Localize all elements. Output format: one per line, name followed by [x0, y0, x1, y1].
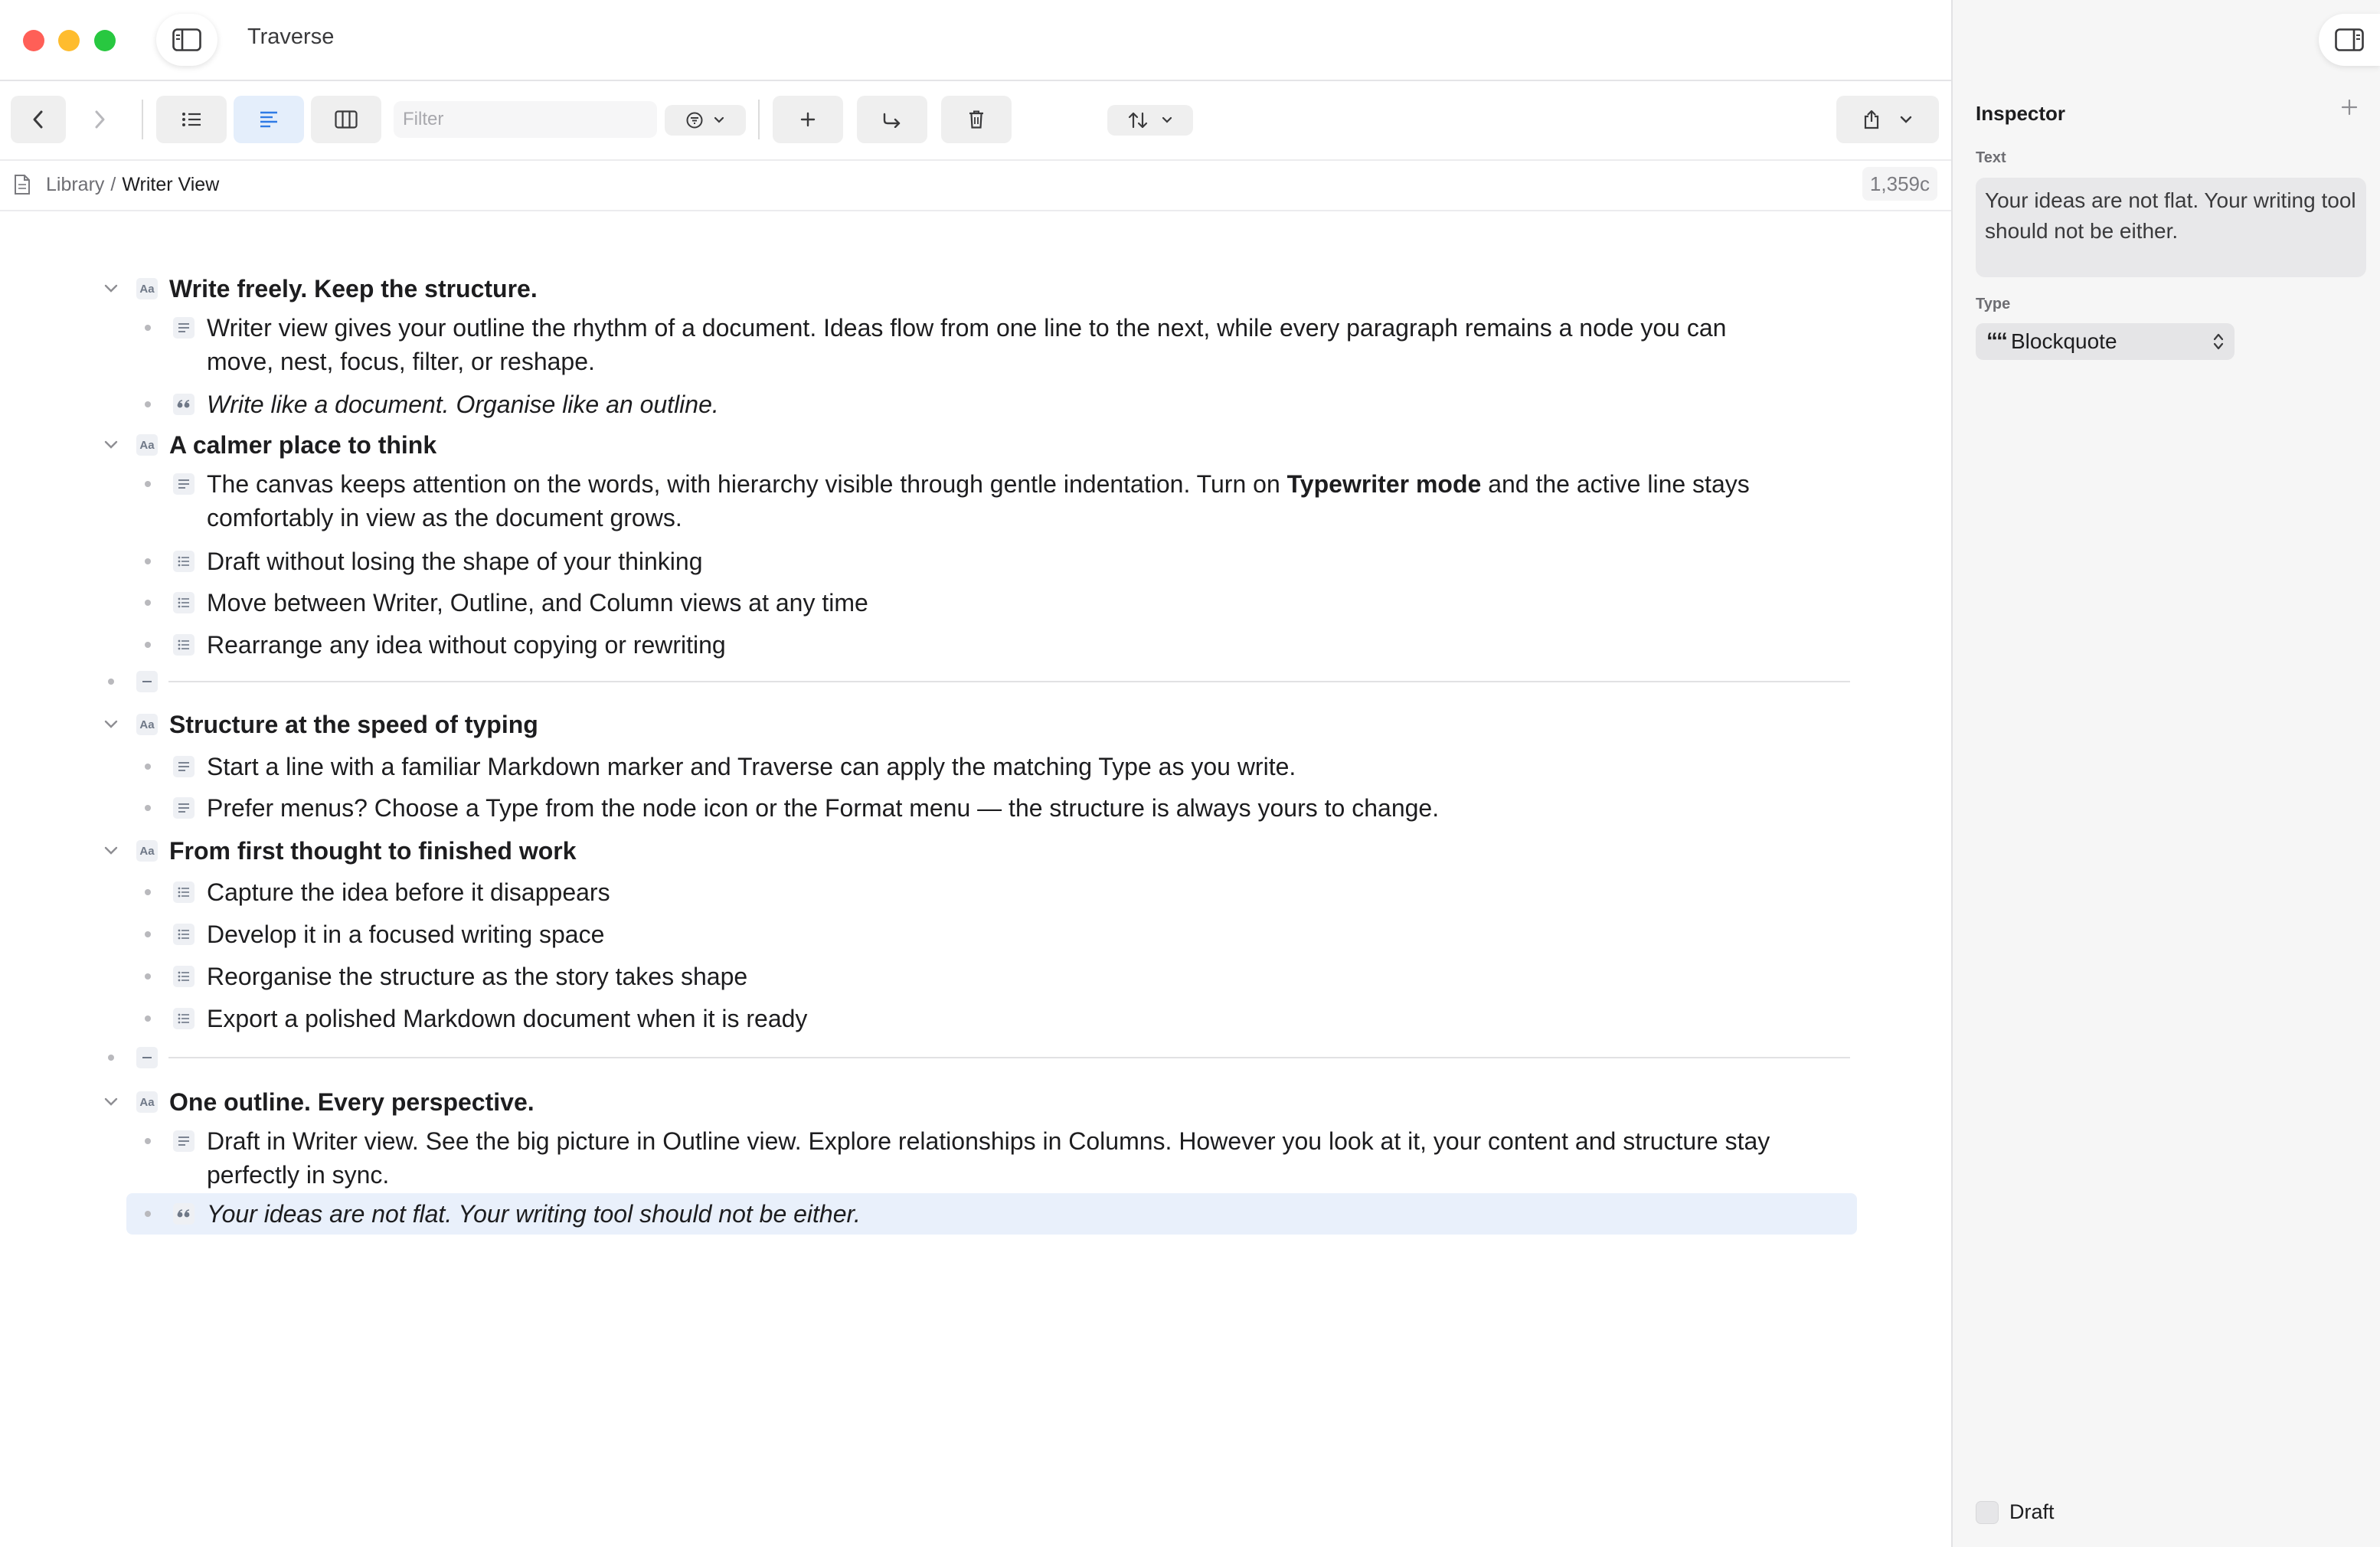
inspector-title: Inspector — [1976, 102, 2066, 125]
share-button[interactable] — [1836, 96, 1939, 143]
back-button[interactable] — [11, 96, 66, 143]
paragraph-type-icon[interactable] — [173, 473, 195, 495]
toolbar-separator — [758, 100, 760, 139]
heading-type-icon[interactable]: Aa — [136, 278, 158, 299]
disclosure-chevron-icon[interactable] — [101, 715, 121, 734]
bullet — [145, 931, 151, 937]
inspector-add-icon[interactable] — [2340, 98, 2359, 116]
type-select-value: Blockquote — [2011, 329, 2117, 353]
inspector-panel — [1951, 0, 2380, 1547]
list-item-text[interactable]: Reorganise the structure as the story takes shape — [207, 963, 748, 990]
paragraph-type-icon[interactable] — [173, 756, 195, 777]
list-type-icon[interactable] — [173, 1008, 195, 1029]
list-type-icon[interactable] — [173, 634, 195, 656]
heading-type-icon[interactable]: Aa — [136, 840, 158, 862]
heading-type-icon[interactable]: Aa — [136, 434, 158, 456]
paragraph-text-part: The canvas keeps attention on the words, with hierarchy visible through gentle indentation. Turn on — [207, 470, 1287, 498]
divider-type-icon[interactable] — [136, 671, 158, 692]
bullet — [145, 889, 151, 895]
bullet — [145, 805, 151, 811]
minimize-window-button[interactable] — [58, 30, 80, 51]
bullet — [145, 481, 151, 487]
bullet — [145, 1016, 151, 1022]
bullet — [108, 679, 114, 685]
quote-type-icon[interactable] — [173, 1203, 195, 1225]
character-count: 1,359c — [1862, 167, 1937, 201]
paragraph-text-part: and the active line stays — [1481, 470, 1750, 498]
share-icon — [1863, 110, 1880, 129]
list-type-icon[interactable] — [173, 966, 195, 987]
toolbar-separator — [142, 100, 143, 139]
disclosure-chevron-icon[interactable] — [101, 435, 121, 455]
heading-text[interactable]: A calmer place to think — [169, 431, 437, 459]
window-title: Traverse — [247, 25, 335, 49]
horizontal-rule — [168, 1057, 1850, 1058]
quote-type-icon[interactable] — [173, 394, 195, 415]
heading-type-icon[interactable]: Aa — [136, 714, 158, 735]
columns-icon — [335, 110, 358, 129]
list-type-icon[interactable] — [173, 881, 195, 903]
bullet — [145, 558, 151, 564]
paragraph-text[interactable]: comfortably in view as the document grows. — [207, 504, 682, 531]
breadcrumb-separator: / — [110, 174, 116, 195]
inspector-sidebar-icon — [2335, 28, 2364, 51]
sidebar-icon — [172, 28, 201, 51]
list-item-text[interactable]: Capture the idea before it disappears — [207, 878, 610, 906]
paragraph-text[interactable]: move, nest, focus, filter, or reshape. — [207, 348, 595, 375]
list-item-text[interactable]: Move between Writer, Outline, and Column views at any time — [207, 589, 868, 617]
list-item-text[interactable]: Develop it in a focused writing space — [207, 921, 605, 948]
bullet — [145, 764, 151, 770]
title-bar — [0, 0, 1951, 81]
blockquote-text[interactable]: Write like a document. Organise like an outline. — [207, 391, 719, 418]
sort-arrows-icon — [1128, 111, 1148, 129]
heading-text[interactable]: Write freely. Keep the structure. — [169, 275, 538, 303]
sort-button[interactable] — [1107, 105, 1193, 136]
writer-view-button[interactable] — [234, 96, 304, 143]
writer-canvas[interactable] — [0, 211, 1951, 1547]
bullet — [145, 642, 151, 648]
text-field-label: Text — [1976, 149, 2006, 166]
chevron-up-down-icon — [2213, 332, 2224, 351]
disclosure-chevron-icon[interactable] — [101, 279, 121, 299]
arrow-turn-right-icon — [882, 111, 902, 128]
bold-text: Typewriter mode — [1286, 470, 1482, 498]
paragraph-type-icon[interactable] — [173, 317, 195, 339]
indent-button[interactable] — [857, 96, 927, 143]
node-text-field[interactable]: Your ideas are not flat. Your writing tool should not be either. — [1976, 178, 2366, 277]
bullet — [145, 600, 151, 606]
draft-toggle[interactable] — [1976, 1500, 2055, 1524]
heading-text[interactable]: Structure at the speed of typing — [169, 711, 538, 738]
draft-label: Draft — [2009, 1500, 2055, 1523]
inspector-toggle-button[interactable] — [2319, 14, 2380, 66]
bullet — [145, 401, 151, 407]
paragraph-text[interactable]: perfectly in sync. — [207, 1161, 390, 1189]
bullet — [108, 1055, 114, 1061]
plus-icon — [799, 111, 816, 128]
bullet — [145, 973, 151, 980]
blockquote-text[interactable]: Your ideas are not flat. Your writing tool should not be either. — [207, 1200, 861, 1228]
type-select[interactable] — [1976, 323, 2235, 360]
text-align-left-icon — [259, 110, 279, 129]
filter-options-button[interactable] — [665, 105, 746, 136]
column-view-button[interactable] — [311, 96, 381, 143]
list-item-text[interactable]: Rearrange any idea without copying or rewriting — [207, 631, 726, 659]
chevron-down-icon — [714, 116, 724, 124]
paragraph-text[interactable]: Start a line with a familiar Markdown marker and Traverse can apply the matching Type as you write. — [207, 753, 1296, 780]
forward-button[interactable] — [72, 96, 127, 143]
breadcrumb-current: Writer View — [122, 174, 220, 195]
bullet — [145, 325, 151, 331]
list-type-icon[interactable] — [173, 924, 195, 945]
paragraph-text[interactable]: Writer view gives your outline the rhythm of a document. Ideas flow from one line to the next, while every paragraph remains a node you can — [207, 314, 1727, 342]
chevron-right-icon — [92, 110, 107, 129]
bullet — [145, 1211, 151, 1217]
delete-button[interactable] — [941, 96, 1012, 143]
close-window-button[interactable] — [23, 30, 44, 51]
draft-checkbox[interactable] — [1976, 1501, 1999, 1524]
paragraph-text[interactable]: Draft in Writer view. See the big picture in Outline view. Explore relationships in Columns. However you look at it, your content and structure stay — [207, 1127, 1770, 1155]
trash-icon — [968, 110, 985, 129]
disclosure-chevron-icon[interactable] — [101, 1092, 121, 1112]
chevron-down-icon — [1162, 116, 1172, 124]
disclosure-chevron-icon[interactable] — [101, 841, 121, 861]
path-bar — [0, 159, 1951, 211]
zoom-window-button[interactable] — [94, 30, 116, 51]
add-node-button[interactable] — [773, 96, 843, 143]
toolbar — [0, 80, 1951, 161]
paragraph-text[interactable]: Prefer menus? Choose a Type from the node icon or the Format menu — the structure is always yours to change. — [207, 794, 1440, 822]
list-icon — [181, 111, 201, 128]
heading-text[interactable]: From first thought to finished work — [169, 837, 577, 865]
divider-type-icon[interactable] — [136, 1047, 158, 1068]
type-field-label: Type — [1976, 296, 2011, 312]
outline-view-button[interactable] — [156, 96, 227, 143]
chevron-left-icon — [31, 110, 46, 129]
paragraph-text[interactable] — [207, 467, 1750, 501]
list-item-text[interactable]: Draft without losing the shape of your thinking — [207, 548, 703, 575]
breadcrumb-library[interactable]: Library — [46, 174, 105, 195]
list-type-icon[interactable] — [173, 551, 195, 572]
filter-input[interactable] — [394, 101, 657, 138]
chevron-down-icon — [1900, 116, 1912, 124]
list-type-icon[interactable] — [173, 592, 195, 613]
horizontal-rule — [168, 681, 1850, 682]
bullet — [145, 1138, 151, 1144]
sidebar-toggle-button[interactable] — [156, 14, 217, 66]
heading-type-icon[interactable]: Aa — [136, 1091, 158, 1113]
paragraph-type-icon[interactable] — [173, 1130, 195, 1152]
paragraph-type-icon[interactable] — [173, 797, 195, 819]
list-item-text[interactable]: Export a polished Markdown document when it is ready — [207, 1005, 808, 1032]
heading-text[interactable]: One outline. Every perspective. — [169, 1088, 535, 1116]
breadcrumb — [46, 174, 219, 196]
filter-icon — [686, 112, 703, 129]
quote-glyph-icon: ““ — [1986, 329, 2006, 354]
document-icon — [14, 174, 31, 195]
